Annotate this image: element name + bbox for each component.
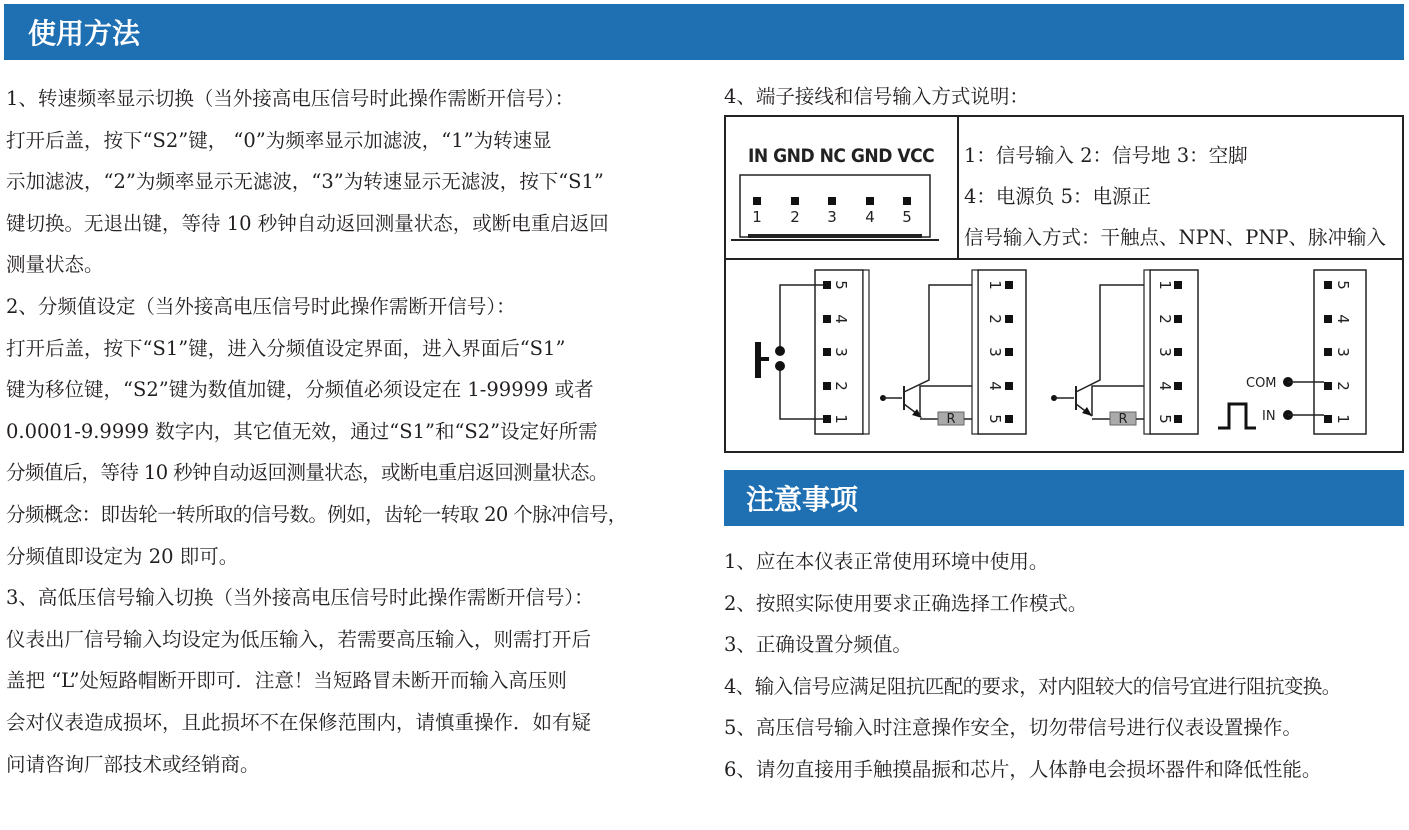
usage-line: 仪表出厂信号输入均设定为低压输入，若需要高压输入，则需打开后 [6, 627, 592, 651]
pin-number: 4 [986, 381, 1004, 391]
terminal-desc-line: 信号输入方式：干触点、NPN、PNP、脉冲输入 [964, 226, 1387, 249]
pin-number: 2 [1156, 314, 1174, 324]
pin-number: 1 [752, 208, 762, 226]
usage-line: 0.0001-9.9999 数字内，其它值无效，通过“S1”和“S2”设定好所需 [6, 419, 598, 443]
pin-number: 2 [986, 314, 1004, 324]
dry-contact-diagram [755, 270, 869, 434]
note-item: 3、正确设置分频值。 [724, 633, 912, 656]
note-item: 5、高压信号输入时注意操作安全，切勿带信号进行仪表设置操作。 [724, 716, 1302, 739]
resistor-label: R [946, 412, 956, 427]
connector-diagram [726, 117, 958, 257]
connector-labels: IN GND NC GND VCC [748, 145, 935, 167]
usage-line: 分频值即设定为 20 即可。 [6, 544, 239, 568]
pin-number: 2 [1334, 381, 1352, 391]
usage-line: 问请咨询厂部技术或经销商。 [6, 752, 260, 776]
npn-diagram [880, 270, 1026, 434]
pin-number: 5 [1156, 414, 1174, 424]
terminal-desc-line: 1：信号输入 2：信号地 3：空脚 [964, 144, 1248, 167]
terminal-section-title: 4、端子接线和信号输入方式说明： [724, 85, 1029, 108]
pin-number: 4 [1334, 314, 1352, 324]
usage-line: 盖把 “L”处短路帽断开即可．注意！当短路冒未断开而输入高压则 [6, 669, 567, 693]
pin-number: 2 [790, 208, 800, 226]
terminal-description [964, 135, 1386, 258]
notes-title: 注意事项 [746, 483, 859, 516]
resistor-label: R [1118, 412, 1128, 427]
pin-number: 5 [986, 414, 1004, 424]
usage-line: 1、转速频率显示切换（当外接高电压信号时此操作需断开信号）： [6, 87, 575, 110]
pin-number: 4 [832, 314, 850, 324]
in-label: IN [1262, 409, 1276, 424]
pin-number: 4 [1156, 381, 1174, 391]
pin-number: 1 [986, 280, 1004, 290]
notes-list [724, 541, 1408, 790]
usage-line: 测量状态。 [6, 253, 104, 277]
pin-number: 4 [865, 208, 875, 226]
pin-number: 1 [1156, 280, 1174, 290]
pin-number: 2 [832, 381, 850, 391]
usage-line: 键为移位键，“S2”键为数值加键，分频值必须设定在 1-99999 或者 [6, 378, 594, 402]
note-item: 2、按照实际使用要求正确选择工作模式。 [724, 591, 1088, 615]
pin-number: 1 [832, 414, 850, 424]
pin-number: 5 [1334, 280, 1352, 290]
usage-line: 3、高低压信号输入切换（当外接高电压信号时此操作需断开信号）： [6, 586, 594, 610]
usage-line: 会对仪表造成损坏，且此损坏不在保修范围内，请慎重操作．如有疑 [6, 710, 592, 734]
usage-line: 示加滤波，“2”为频率显示无滤波，“3”为转速显示无滤波，按下“S1” [6, 170, 604, 194]
usage-line: 键切换。无退出键，等待 10 秒钟自动返回测量状态，或断电重启返回 [6, 211, 609, 235]
pulse-diagram [1218, 270, 1366, 434]
usage-line: 分频概念：即齿轮一转所取的信号数。例如，齿轮一转取 20 个脉冲信号， [6, 502, 627, 526]
usage-title: 使用方法 [28, 17, 141, 50]
pin-number: 3 [1156, 347, 1174, 357]
com-label: COM [1246, 376, 1277, 391]
note-item: 6、请勿直接用手触摸晶振和芯片，人体静电会损坏器件和降低性能。 [724, 757, 1322, 781]
pin-number: 3 [986, 347, 1004, 357]
wiring-diagrams [726, 260, 1402, 452]
pnp-diagram [1051, 270, 1198, 434]
pin-number: 1 [1334, 414, 1352, 424]
pin-number: 5 [832, 280, 850, 290]
usage-header [4, 4, 1404, 60]
note-item: 4、输入信号应满足阻抗匹配的要求，对内阻较大的信号宜进行阻抗变换。 [724, 674, 1341, 698]
usage-line: 打开后盖，按下“S2”键， “0”为频率显示加滤波，“1”为转速显 [6, 128, 552, 152]
pin-number: 3 [1334, 347, 1352, 357]
terminal-wiring-box [724, 115, 1404, 453]
note-item: 1、应在本仪表正常使用环境中使用。 [724, 550, 1049, 573]
pin-number: 5 [902, 208, 912, 226]
terminal-desc-line: 4：电源负 5：电源正 [964, 185, 1152, 208]
notes-header [724, 470, 1404, 526]
usage-line: 2、分频值设定（当外接高电压信号时此操作需断开信号）： [6, 294, 516, 318]
usage-line: 分频值后，等待 10 秒钟自动返回测量状态，或断电重启返回测量状态。 [6, 461, 608, 485]
pin-number: 3 [827, 208, 837, 226]
usage-instructions [6, 78, 696, 785]
usage-line: 打开后盖，按下“S1”键，进入分频值设定界面，进入界面后“S1” [6, 336, 566, 360]
pin-number: 3 [832, 347, 850, 357]
